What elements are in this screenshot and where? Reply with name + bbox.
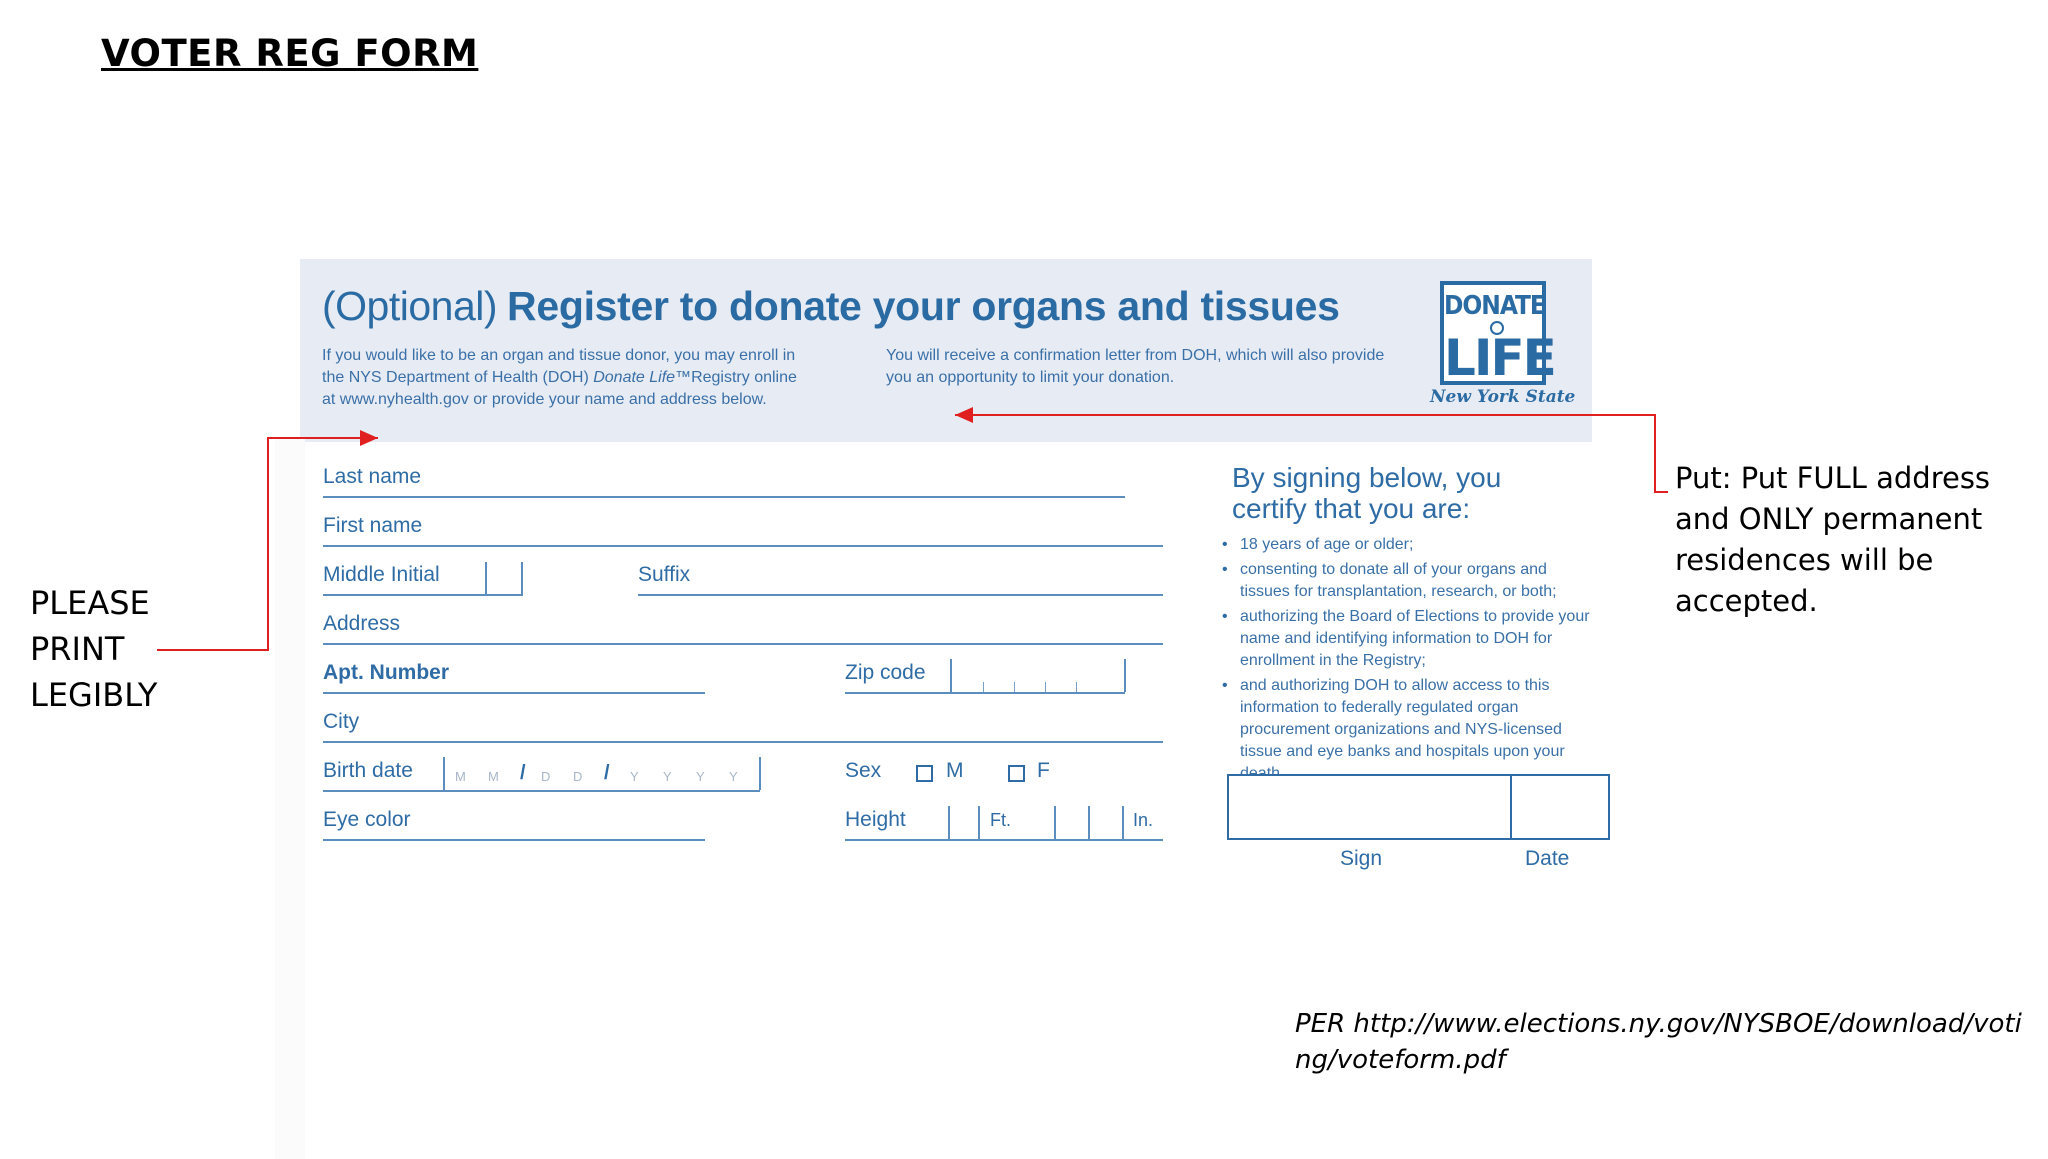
birth-placeholder: Y (663, 769, 672, 784)
certify-item: • 18 years of age or older; (1218, 534, 1598, 556)
certify-heading: By signing below, you certify that you are: (1232, 462, 1502, 524)
sex-m-label: M (946, 759, 964, 782)
eye-color-label: Eye color (323, 808, 411, 831)
birth-slash: / (604, 762, 610, 784)
date-caption: Date (1525, 847, 1570, 870)
apt-number-label: Apt. Number (323, 661, 449, 684)
certify-item: • and authorizing DOH to allow access to this information to federally regulated organ procurement organizations and NYS-licensed tissue and eye banks and hospitals upon your (1218, 675, 1598, 785)
certify-item: • consenting to donate all of your organs and tissues for transplantation, research, or both; (1218, 559, 1598, 603)
address-label: Address (323, 612, 401, 635)
height-ft-label: Ft. (990, 810, 1011, 830)
certify-item: • authorizing the Board of Elections to provide your name and identifying information to DOH for enrollment in the Registry; (1218, 606, 1598, 672)
logo-script-nys: New York State (1430, 387, 1576, 407)
birth-placeholder: Y (729, 769, 738, 784)
birth-placeholder: Y (630, 769, 639, 784)
logo-word-life: LIFE (1444, 329, 1555, 387)
please-print-note: PLEASE PRINT LEGIBLY (30, 584, 158, 714)
sex-f-label: F (1037, 759, 1050, 782)
birth-date-label: Birth date (323, 759, 413, 782)
birth-placeholder: M (455, 769, 466, 784)
heading-optional: (Optional) (322, 283, 498, 329)
source-citation: PER http://www.elections.ny.gov/NYSBOE/download/voting/voteform.pdf (1295, 1009, 2022, 1075)
height-in-label: In. (1133, 810, 1154, 830)
last-name-label: Last name (323, 465, 422, 488)
intro-left-line-2: the NYS Department of Health (DOH) Donate Life™Registry online (322, 369, 797, 386)
intro-left-line-3: at www.nyhealth.gov or provide your name and address below. (322, 391, 767, 408)
intro-left-line-1: If you would like to be an organ and tissue donor, you may enroll in (322, 347, 796, 364)
birth-placeholder: Y (696, 769, 705, 784)
height-label: Height (845, 808, 906, 831)
zip-code-label: Zip code (845, 661, 926, 684)
middle-initial-label: Middle Initial (323, 563, 440, 586)
address-arrow (955, 415, 1668, 492)
suffix-label: Suffix (638, 563, 691, 586)
heading-main: Register to donate your organs and tissues (507, 283, 1340, 329)
sex-label: Sex (845, 759, 882, 782)
address-instruction-note: Put: Put FULL address and ONLY permanent residences will be accepted. (1675, 461, 1991, 618)
birth-placeholder: D (573, 769, 583, 784)
slide-title: VOTER REG FORM (101, 32, 479, 75)
birth-placeholder: M (488, 769, 499, 784)
print-legibly-arrow (157, 438, 378, 650)
birth-slash: / (520, 762, 526, 784)
intro-text-right: You will receive a confirmation letter from DOH, which will also provide you an opportunity to limit your donation. (886, 347, 1385, 386)
logo-word-donate: DONATE (1444, 291, 1545, 321)
sign-caption: Sign (1340, 847, 1383, 870)
birth-placeholder: D (541, 769, 551, 784)
first-name-label: First name (323, 514, 423, 537)
city-label: City (323, 710, 360, 733)
